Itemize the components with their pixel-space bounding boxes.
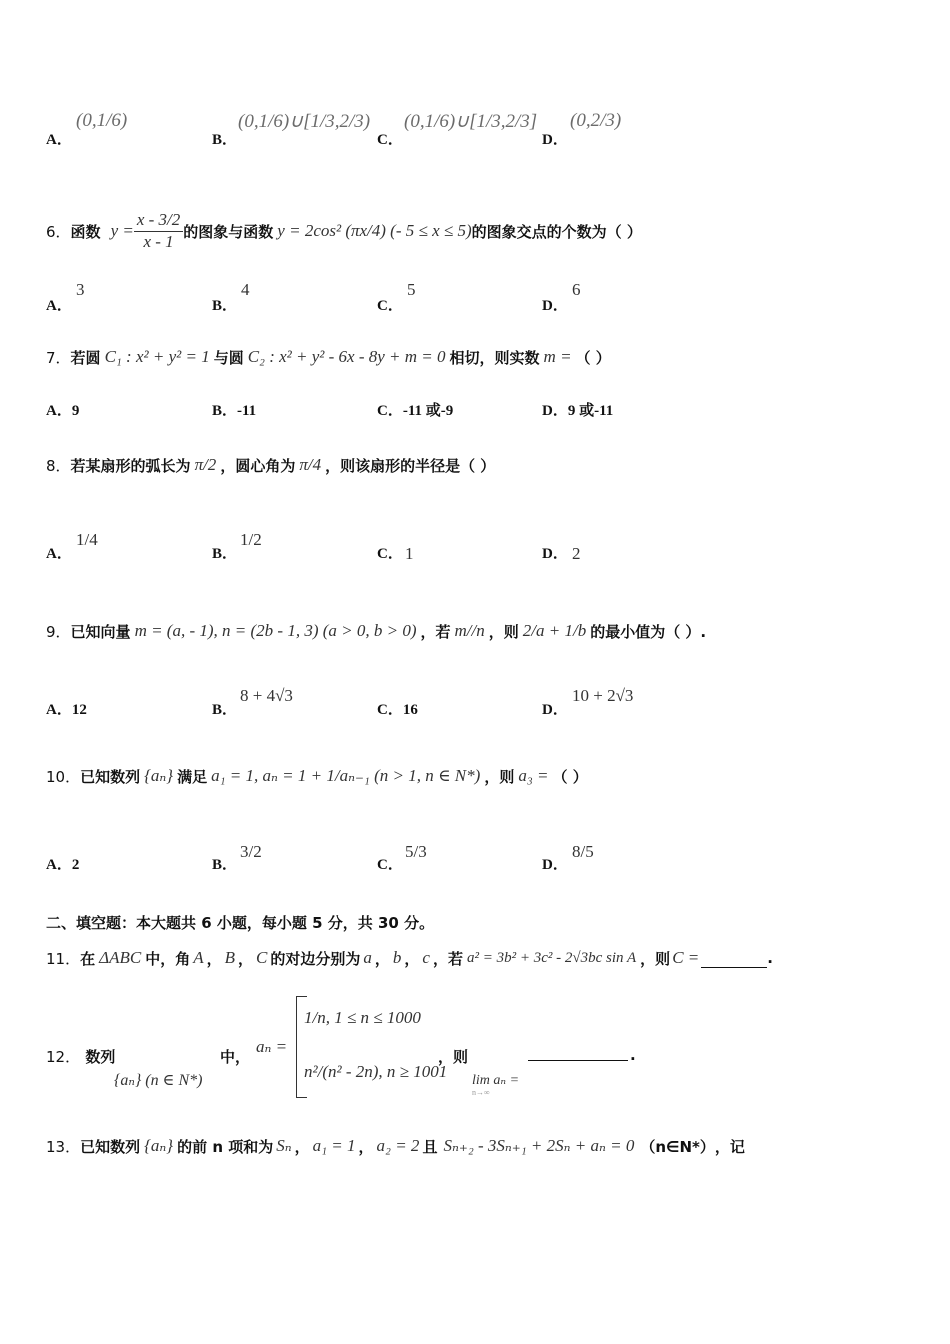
- option-value: -11: [237, 403, 257, 419]
- arc-length: π/2: [194, 455, 217, 474]
- q10-option-c-value: 5/3: [405, 842, 427, 861]
- question-text: ，则: [488, 622, 519, 641]
- question-text: 若圆: [70, 348, 101, 367]
- question-12-label: [46, 1046, 115, 1067]
- question-text: 中，角: [145, 949, 191, 968]
- question-number: 12．: [46, 1048, 81, 1066]
- question-text: 若某扇形的弧长为: [70, 456, 191, 475]
- condition-equation: a² = 3b² + 3c² - 2√3bc sin A: [466, 949, 637, 966]
- sequence-symbol: {aₙ} (n ∈ N*): [114, 1072, 203, 1089]
- option-label: B．: [212, 546, 238, 562]
- separator: ，: [358, 1137, 374, 1156]
- question-number: 6．: [46, 222, 71, 241]
- q9-option-b-value: 8 + 4√3: [240, 686, 293, 705]
- side-c: c: [422, 948, 430, 967]
- q5-option-d-value: (0,2/3): [570, 110, 622, 131]
- question-9: [46, 600, 706, 662]
- q5-option-a-value: (0,1/6): [76, 110, 128, 131]
- limit-subscript: n→∞: [472, 1088, 490, 1097]
- option-label: D．: [542, 702, 568, 718]
- separator: ，: [238, 949, 254, 968]
- q8-option-a: [46, 542, 72, 563]
- question-number: 7．: [46, 348, 71, 367]
- q9-option-c: [377, 698, 418, 719]
- question-text: 中，: [220, 1048, 251, 1066]
- option-label: A．: [46, 702, 72, 718]
- question-number: 10．: [46, 767, 81, 786]
- question-13: [46, 1126, 745, 1166]
- question-text: （ ）: [552, 767, 588, 786]
- q6-option-c: [377, 294, 403, 315]
- first-term: a₁ = 1: [312, 1136, 356, 1155]
- func1-numerator: x - 3/2: [134, 210, 183, 231]
- separator: ，: [206, 949, 222, 968]
- question-number: 11．: [46, 949, 81, 968]
- q6-option-c-value: 5: [407, 280, 416, 299]
- answer-blank[interactable]: [528, 1044, 628, 1061]
- target-expression: 2/a + 1/b: [522, 621, 587, 640]
- question-text: ，则: [640, 949, 671, 968]
- q9-option-b: [212, 698, 237, 719]
- q9-option-d: [542, 698, 568, 719]
- sequence-symbol: {aₙ}: [144, 766, 174, 785]
- q10-option-d: [542, 853, 568, 874]
- condition: （n∈N*）: [640, 1137, 715, 1156]
- question-text: 的图象交点的个数为（ ）: [471, 222, 642, 241]
- question-7: [46, 342, 611, 372]
- question-text: ，圆心角为: [220, 456, 296, 475]
- q9-option-d-value: 10 + 2√3: [572, 686, 634, 705]
- option-label: B．: [212, 857, 238, 873]
- question-text: 已知向量: [70, 622, 131, 641]
- period: .: [630, 1046, 636, 1064]
- q5-option-c: [377, 128, 403, 149]
- q7-option-c: [377, 399, 453, 420]
- q10-option-b-value: 3/2: [240, 842, 262, 861]
- q8-option-d: [542, 542, 568, 563]
- option-label: B．: [212, 403, 238, 419]
- question-text: 函数: [70, 222, 101, 241]
- q10-option-a: [46, 853, 79, 874]
- sequence-symbol: {aₙ}: [144, 1136, 174, 1155]
- question-text: （ ）: [575, 348, 611, 367]
- option-value: 2: [71, 857, 80, 873]
- q7-option-b: [212, 399, 256, 420]
- target-angle: C =: [672, 948, 700, 967]
- question-text: 且: [422, 1137, 438, 1156]
- vectors-expression: m = (a, - 1), n = (2b - 1, 3) (a > 0, b > 0): [134, 621, 417, 640]
- question-number: 8．: [46, 456, 71, 475]
- q5-option-b-value: (0,1/6)∪[1/3,2/3): [238, 111, 371, 132]
- option-label: C．: [377, 857, 403, 873]
- piecewise-case-2: n²/(n² - 2n), n ≥ 1001: [304, 1062, 448, 1081]
- question-text: 的对边分别为: [270, 949, 361, 968]
- separator: ，: [404, 949, 420, 968]
- sum-relation: Sₙ₊₂ - 3Sₙ₊₁ + 2Sₙ + aₙ = 0: [443, 1136, 635, 1155]
- option-value: -11 或-9: [402, 403, 454, 419]
- q7-option-a: [46, 399, 79, 420]
- q6-option-a-value: 3: [76, 280, 85, 299]
- question-text: 相切，则实数: [449, 348, 540, 367]
- answer-blank[interactable]: [701, 949, 767, 968]
- question-text: 数列: [85, 1048, 116, 1066]
- question-text: 已知数列: [80, 767, 141, 786]
- question-text: ，若: [420, 622, 451, 641]
- question-text: 的图象与函数: [183, 222, 274, 241]
- separator: ，: [374, 949, 390, 968]
- question-text: ，记: [714, 1137, 745, 1156]
- q8-option-c-value: 1: [405, 544, 414, 563]
- option-label: A．: [46, 298, 72, 314]
- question-text: 满足: [177, 767, 208, 786]
- option-label: C．: [377, 403, 403, 419]
- option-label: C．: [377, 132, 403, 148]
- question-text: ，则: [484, 767, 515, 786]
- q8-option-d-value: 2: [572, 544, 581, 563]
- option-value: 9 或-11: [567, 403, 614, 419]
- q5-option-d: [542, 128, 568, 149]
- func1-lhs: y =: [110, 221, 134, 240]
- question-number: 9．: [46, 622, 71, 641]
- option-value: 12: [71, 702, 87, 718]
- piecewise-case-1: 1/n, 1 ≤ n ≤ 1000: [304, 1008, 421, 1027]
- q5-option-a: [46, 128, 72, 149]
- q8-option-b-value: 1/2: [240, 530, 262, 549]
- func1-fraction: [134, 210, 183, 252]
- option-label: D．: [542, 298, 568, 314]
- option-label: A．: [46, 546, 72, 562]
- question-text: 的前 n 项和为: [177, 1137, 274, 1156]
- q7-option-d: [542, 399, 613, 420]
- q10-option-d-value: 8/5: [572, 842, 594, 861]
- question-text: ，则该扇形的半径是（ ）: [325, 456, 496, 475]
- q10-option-c: [377, 853, 403, 874]
- question-text: 在: [80, 949, 96, 968]
- q8-option-b: [212, 542, 237, 563]
- q6-option-a: [46, 294, 72, 315]
- q5-option-b: [212, 128, 237, 149]
- target-term: a₃ =: [518, 766, 549, 785]
- question-text: ，则: [438, 1048, 469, 1066]
- circle-c1: C₁ : x² + y² = 1: [104, 347, 210, 366]
- partial-sum: Sₙ: [276, 1136, 292, 1155]
- question-6: [46, 196, 642, 266]
- q6-option-b-value: 4: [241, 280, 250, 299]
- question-10: [46, 745, 588, 807]
- q6-option-b: [212, 294, 237, 315]
- separator: ，: [294, 1137, 310, 1156]
- second-term: a₂ = 2: [376, 1136, 420, 1155]
- side-a: a: [363, 948, 372, 967]
- question-11: [46, 938, 773, 978]
- option-label: B．: [212, 132, 238, 148]
- option-label: B．: [212, 702, 238, 718]
- option-label: C．: [377, 546, 403, 562]
- question-text: ，若: [432, 949, 463, 968]
- question-text: 已知数列: [80, 1137, 141, 1156]
- option-label: D．: [542, 403, 568, 419]
- section-2-heading: 二、填空题：本大题共 6 小题，每小题 5 分，共 30 分。: [46, 914, 435, 932]
- angle-b: B: [224, 948, 236, 967]
- q6-option-d-value: 6: [572, 280, 581, 299]
- question-text: 与圆: [213, 348, 244, 367]
- q5-option-c-value: (0,1/6)∪[1/3,2/3]: [404, 111, 538, 132]
- angle-a: A: [193, 948, 204, 967]
- func2-expression: y = 2cos² (πx/4) (- 5 ≤ x ≤ 5): [277, 221, 472, 240]
- limit-expression: lim aₙ =: [472, 1073, 520, 1088]
- q10-option-b: [212, 853, 237, 874]
- q8-option-c: [377, 542, 403, 563]
- question-8: [46, 434, 495, 496]
- option-label: C．: [377, 298, 403, 314]
- parallel-condition: m//n: [454, 621, 485, 640]
- option-value: 9: [71, 403, 80, 419]
- side-b: b: [392, 948, 402, 967]
- option-label: C．: [377, 702, 403, 718]
- period: .: [767, 949, 773, 967]
- option-label: A．: [46, 403, 72, 419]
- option-label: D．: [542, 546, 568, 562]
- triangle-symbol: ΔABC: [99, 948, 142, 967]
- option-value: 16: [402, 702, 418, 718]
- option-label: B．: [212, 298, 238, 314]
- central-angle: π/4: [299, 455, 322, 474]
- func1-denominator: x - 1: [143, 231, 174, 251]
- an-definition: aₙ =: [256, 1037, 288, 1056]
- q6-option-d: [542, 294, 568, 315]
- circle-c2: C₂ : x² + y² - 6x - 8y + m = 0: [247, 347, 446, 366]
- q9-option-a: [46, 698, 87, 719]
- recurrence-condition: a₁ = 1, aₙ = 1 + 1/aₙ₋₁ (n > 1, n ∈ N*): [211, 766, 481, 785]
- question-number: 13．: [46, 1137, 81, 1156]
- q8-option-a-value: 1/4: [76, 530, 98, 549]
- angle-c: C: [256, 948, 268, 967]
- option-label: A．: [46, 132, 72, 148]
- option-label: A．: [46, 857, 72, 873]
- question-text: 的最小值为（ ）.: [590, 622, 707, 641]
- option-label: D．: [542, 857, 568, 873]
- var-m: m =: [543, 347, 572, 366]
- option-label: D．: [542, 132, 568, 148]
